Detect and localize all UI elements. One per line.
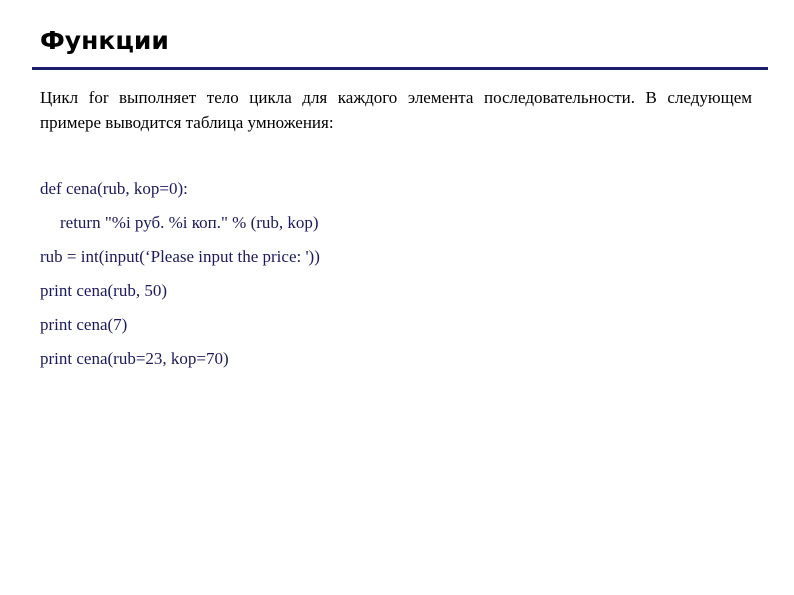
code-line-print-3: print cena(rub=23, kop=70) — [40, 349, 229, 368]
title-divider — [32, 67, 768, 70]
code-line-print-1: print cena(rub, 50) — [40, 281, 167, 300]
code-line-print-2: print cena(7) — [40, 315, 128, 334]
code-block — [40, 176, 320, 380]
code-line-def: def cena(rub, kop=0): — [40, 179, 188, 198]
slide-title: Функции — [40, 26, 169, 55]
code-line-return: return "%i руб. %i коп." % (rub, kop) — [60, 213, 319, 232]
code-line-input: rub = int(input(‘Please input the price: ')) — [40, 247, 320, 266]
intro-paragraph: Цикл for выполняет тело цикла для каждого элемента последовательности. В следующем примере выводится таблица умножения: — [40, 88, 752, 132]
